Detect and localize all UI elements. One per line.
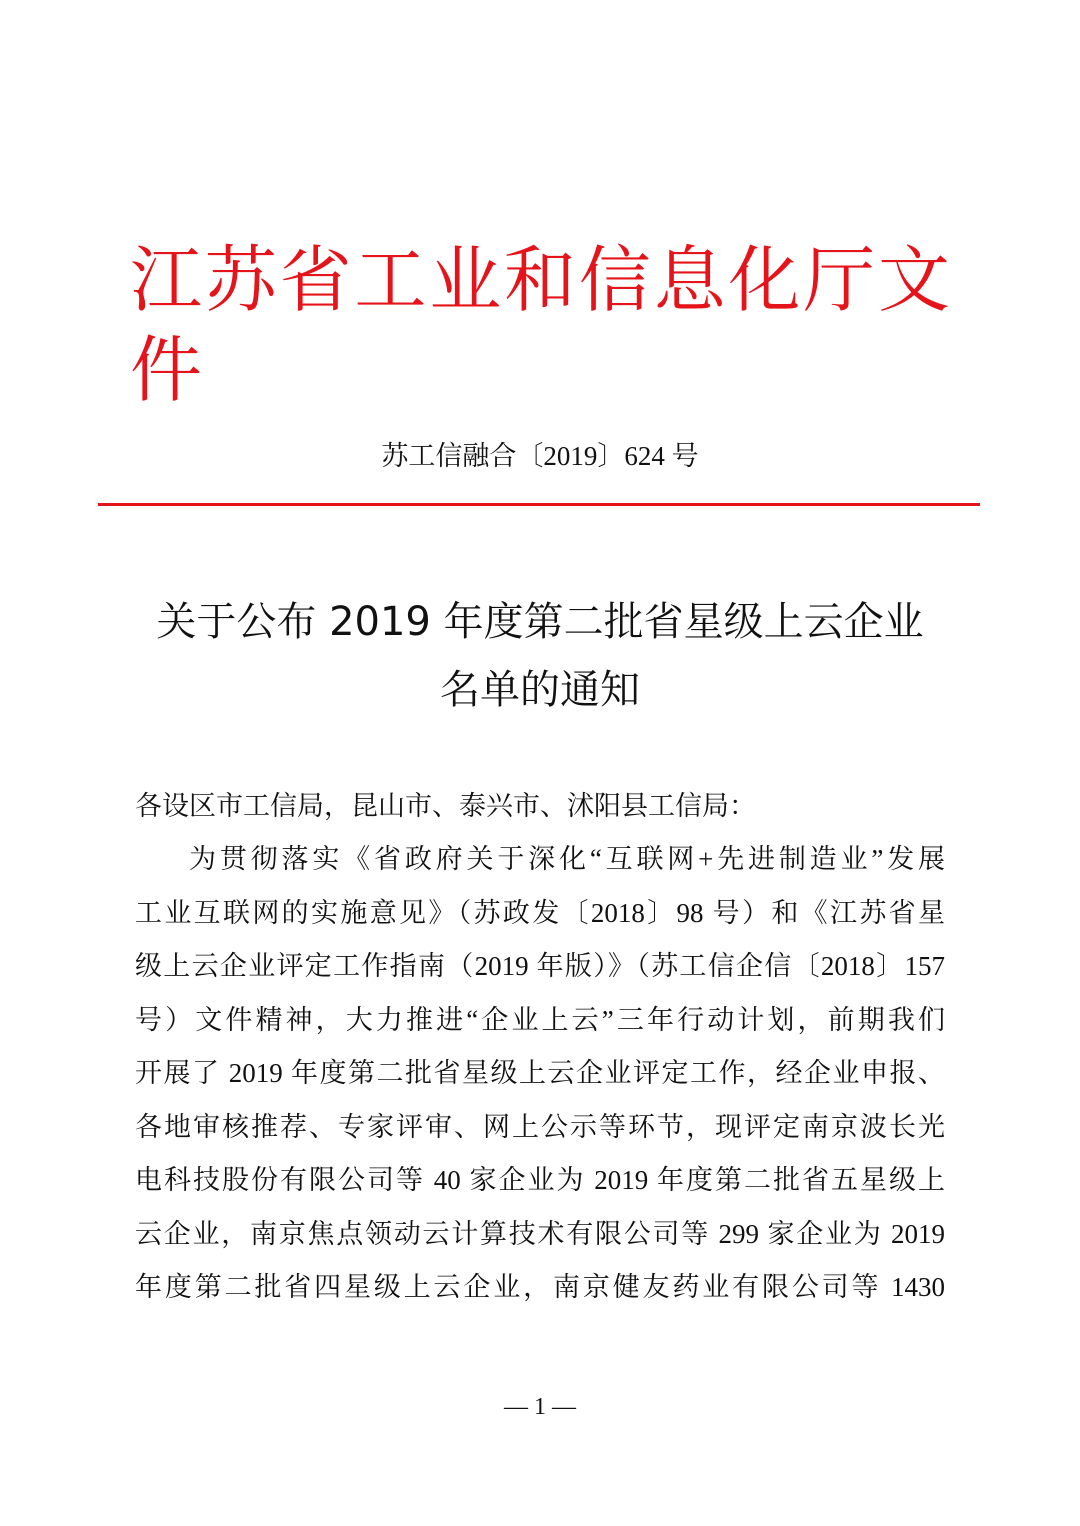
body-line: 云企业，南京焦点领动云计算技术有限公司等 299 家企业为 2019 — [135, 1219, 945, 1249]
body-line: 电科技股份有限公司等 40 家企业为 2019 年度第二批省五星级上 — [135, 1165, 945, 1195]
document-title-line-2: 名单的通知 — [440, 667, 640, 713]
document-number: 苏工信融合〔2019〕624 号 — [381, 441, 699, 471]
body-line: 为贯彻落实《省政府关于深化“互联网+先进制造业”发展 — [189, 844, 945, 874]
page-number: — 1 — — [504, 1394, 576, 1420]
body-line: 开展了 2019 年度第二批省星级上云企业评定工作，经企业申报、 — [135, 1058, 945, 1088]
salutation: 各设区市工信局，昆山市、泰兴市、沭阳县工信局： — [135, 791, 756, 821]
document-title-line-1: 关于公布 2019 年度第二批省星级上云企业 — [156, 599, 924, 645]
red-divider — [98, 503, 980, 506]
body-line: 年度第二批省四星级上云企业，南京健友药业有限公司等 1430 — [135, 1272, 945, 1302]
body-line: 号）文件精神，大力推进“企业上云”三年行动计划，前期我们 — [135, 1005, 945, 1035]
body-line: 工业互联网的实施意见》（苏政发〔2018〕98 号）和《江苏省星 — [135, 898, 945, 928]
issuer-header: 江苏省工业和信息化厅文件 — [130, 241, 950, 411]
body-line: 各地审核推荐、专家评审、网上公示等环节，现评定南京波长光 — [135, 1112, 945, 1142]
body-line: 级上云企业评定工作指南（2019 年版）》（苏工信企信〔2018〕157 — [135, 951, 945, 981]
